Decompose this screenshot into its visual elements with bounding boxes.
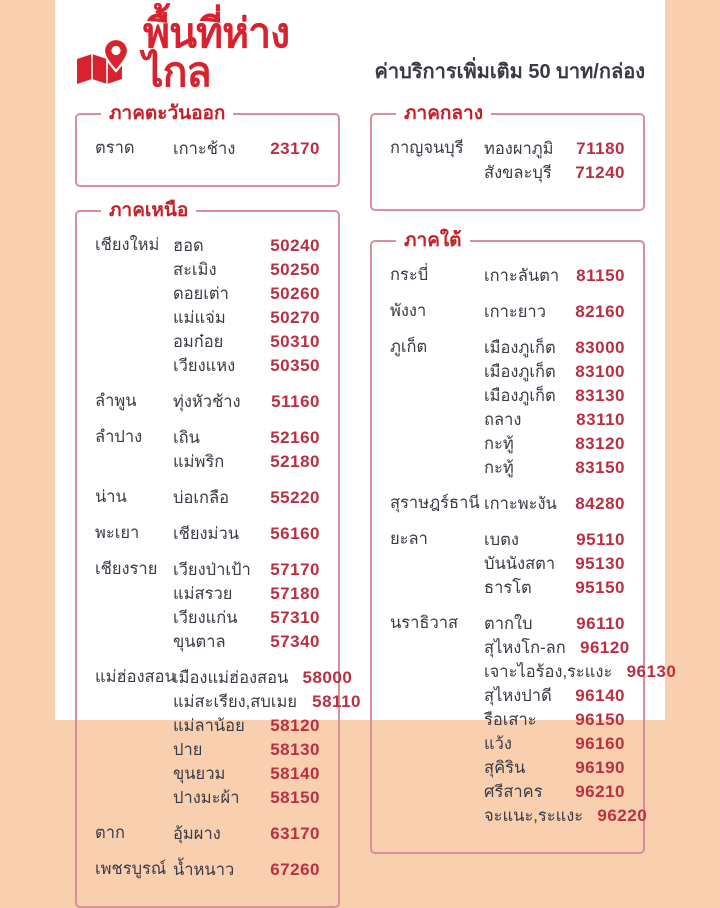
district-rows bbox=[173, 486, 320, 510]
district-name: เวียงแก่น bbox=[173, 608, 238, 627]
district-name: เกาะยาว bbox=[484, 302, 546, 321]
district-row bbox=[173, 822, 320, 846]
province-name: พังงา bbox=[390, 301, 427, 320]
district-row bbox=[484, 161, 625, 185]
postal-code: 95150 bbox=[575, 577, 625, 597]
district-row bbox=[484, 300, 625, 324]
district-name: สุไหงโก-ลก bbox=[484, 638, 566, 657]
province-name: นราธิวาส bbox=[390, 613, 459, 632]
district-row bbox=[484, 684, 625, 708]
postal-code: 96120 bbox=[579, 637, 630, 657]
district-name: ขุนตาล bbox=[173, 632, 226, 651]
district-row bbox=[484, 137, 625, 161]
district-row bbox=[484, 780, 625, 804]
district-rows bbox=[173, 522, 320, 546]
province-group bbox=[390, 492, 625, 516]
district-row bbox=[484, 732, 625, 756]
district-row bbox=[173, 738, 320, 762]
postal-code: 83130 bbox=[575, 385, 625, 405]
district-name: เกาะช้าง bbox=[173, 139, 236, 158]
district-row bbox=[173, 282, 320, 306]
district-name: สะเมิง bbox=[173, 260, 217, 279]
region-columns bbox=[75, 102, 677, 879]
district-row bbox=[484, 264, 625, 288]
district-row bbox=[173, 558, 320, 582]
district-name: เกาะลันตา bbox=[484, 266, 560, 285]
province-name: แม่ฮ่องสอน bbox=[95, 667, 176, 686]
district-name: สังขละบุรี bbox=[484, 163, 552, 182]
district-row bbox=[173, 666, 353, 690]
district-row bbox=[173, 426, 320, 450]
district-name: ดอยเต่า bbox=[173, 284, 229, 303]
district-name: บ่อเกลือ bbox=[173, 488, 230, 507]
district-row bbox=[484, 384, 625, 408]
postal-code: 51160 bbox=[271, 391, 320, 411]
district-name: เมืองภูเก็ต bbox=[484, 362, 556, 381]
district-rows bbox=[484, 300, 625, 324]
district-name: ทองผาภูมิ bbox=[484, 139, 554, 158]
district-name: เชียงม่วน bbox=[173, 524, 239, 543]
page-title: พื้นที่ห่างไกล bbox=[143, 10, 290, 95]
district-name: ศรีสาคร bbox=[484, 782, 543, 801]
district-row bbox=[484, 408, 625, 432]
district-name: ปางมะผ้า bbox=[173, 788, 240, 807]
district-row bbox=[173, 234, 320, 258]
district-row bbox=[484, 756, 625, 780]
postal-code: 52160 bbox=[270, 427, 320, 447]
province-group bbox=[390, 528, 625, 600]
postal-code: 83110 bbox=[576, 409, 625, 429]
district-row bbox=[173, 258, 320, 282]
district-row bbox=[484, 660, 677, 684]
district-row bbox=[484, 552, 625, 576]
province-name: ยะลา bbox=[390, 529, 428, 548]
district-name: เบตง bbox=[484, 530, 519, 549]
province-name: ตาก bbox=[95, 823, 125, 842]
district-rows bbox=[173, 234, 320, 378]
district-name: แม่ลาน้อย bbox=[173, 716, 245, 735]
postal-code: 50240 bbox=[270, 235, 320, 255]
postal-code: 71240 bbox=[575, 162, 625, 182]
district-rows bbox=[484, 492, 625, 516]
province-name: เพชรบูรณ์ bbox=[95, 859, 167, 878]
province-group bbox=[390, 137, 625, 185]
left-column bbox=[75, 102, 361, 879]
district-row bbox=[173, 390, 320, 414]
district-name: อุ้มผาง bbox=[173, 824, 221, 843]
district-rows bbox=[173, 858, 320, 882]
district-rows bbox=[173, 666, 361, 810]
district-name: แม่พริก bbox=[173, 452, 225, 471]
district-name: เกาะพะงัน bbox=[484, 494, 557, 513]
province-group bbox=[95, 390, 320, 414]
postal-code: 96160 bbox=[575, 733, 625, 753]
district-row bbox=[173, 630, 320, 654]
postal-code: 56160 bbox=[270, 523, 320, 543]
district-name: แว้ง bbox=[484, 734, 512, 753]
district-rows bbox=[173, 426, 320, 474]
map-pin-icon bbox=[75, 38, 133, 92]
region-title: ภาคตะวันออก bbox=[109, 102, 226, 124]
district-name: เมืองภูเก็ต bbox=[484, 338, 556, 357]
district-row bbox=[484, 360, 625, 384]
district-rows bbox=[484, 137, 625, 185]
postal-code: 58120 bbox=[270, 715, 320, 735]
province-name: กาญจนบุรี bbox=[390, 138, 464, 157]
postal-code: 95110 bbox=[576, 529, 625, 549]
postal-code: 50250 bbox=[270, 259, 320, 279]
province-group bbox=[95, 822, 320, 846]
page-header bbox=[75, 12, 645, 104]
district-row bbox=[484, 576, 625, 600]
province-group bbox=[95, 558, 320, 654]
district-row bbox=[484, 432, 625, 456]
province-name: ลำปาง bbox=[95, 427, 143, 446]
district-name: เวียงป่าเป้า bbox=[173, 560, 251, 579]
postal-code: 96220 bbox=[597, 805, 648, 825]
postal-code: 96150 bbox=[575, 709, 625, 729]
postal-code: 57170 bbox=[270, 559, 320, 579]
postal-code: 23170 bbox=[270, 138, 320, 158]
district-name: แม่แจ่ม bbox=[173, 308, 226, 327]
postal-code: 63170 bbox=[270, 823, 320, 843]
postal-code: 50270 bbox=[270, 307, 320, 327]
district-row bbox=[173, 522, 320, 546]
postal-code: 83120 bbox=[575, 433, 625, 453]
district-name: สุไหงปาดี bbox=[484, 686, 552, 705]
postal-code: 96210 bbox=[575, 781, 625, 801]
postal-code: 58140 bbox=[270, 763, 320, 783]
province-group bbox=[95, 486, 320, 510]
district-name: ทุ่งหัวช้าง bbox=[173, 392, 241, 411]
district-name: แม่สะเรียง,สบเมย bbox=[173, 692, 297, 711]
postal-code: 96110 bbox=[576, 613, 625, 633]
province-name: เชียงใหม่ bbox=[95, 235, 160, 254]
district-name: อมก๋อย bbox=[173, 332, 224, 351]
district-row bbox=[173, 330, 320, 354]
postal-code: 50350 bbox=[270, 355, 320, 375]
district-row bbox=[173, 486, 320, 510]
district-row bbox=[173, 606, 320, 630]
district-row bbox=[484, 456, 625, 480]
district-row bbox=[484, 804, 648, 828]
content-sheet bbox=[55, 0, 677, 879]
province-group bbox=[390, 336, 625, 480]
district-rows bbox=[173, 390, 320, 414]
district-name: ถลาง bbox=[484, 410, 522, 429]
postal-code: 95130 bbox=[575, 553, 625, 573]
region-box-central bbox=[370, 104, 645, 211]
district-row bbox=[484, 636, 630, 660]
province-name: ภูเก็ต bbox=[390, 337, 428, 356]
province-group bbox=[95, 666, 361, 810]
district-rows bbox=[173, 822, 320, 846]
postal-code: 57310 bbox=[270, 607, 320, 627]
district-name: จะแนะ,ระแงะ bbox=[484, 806, 584, 825]
district-name: ปาย bbox=[173, 740, 203, 759]
district-row bbox=[173, 582, 320, 606]
district-name: เถิน bbox=[173, 428, 200, 447]
province-group bbox=[95, 426, 320, 474]
province-group bbox=[95, 522, 320, 546]
postal-code: 50310 bbox=[270, 331, 320, 351]
district-row bbox=[173, 450, 320, 474]
province-name: สุราษฎร์ธานี bbox=[390, 493, 480, 512]
postal-code: 84280 bbox=[575, 493, 625, 513]
district-rows bbox=[484, 336, 625, 480]
postal-code: 83100 bbox=[575, 361, 625, 381]
district-name: ธารโต bbox=[484, 578, 532, 597]
district-name: เมืองภูเก็ต bbox=[484, 386, 556, 405]
district-row bbox=[173, 858, 320, 882]
district-name: น้ำหนาว bbox=[173, 860, 235, 879]
postal-code: 58000 bbox=[302, 667, 353, 687]
district-row bbox=[484, 336, 625, 360]
postal-code: 81150 bbox=[576, 265, 625, 285]
district-rows bbox=[484, 528, 625, 600]
region-box-south bbox=[370, 229, 677, 854]
district-name: สุคิริน bbox=[484, 758, 526, 777]
postal-code: 67260 bbox=[270, 859, 320, 879]
postal-code: 83150 bbox=[575, 457, 625, 477]
province-group bbox=[95, 858, 320, 882]
district-row bbox=[173, 714, 320, 738]
province-name: ลำพูน bbox=[95, 391, 137, 410]
district-name: รือเสาะ bbox=[484, 710, 537, 729]
postal-code: 58110 bbox=[312, 691, 361, 711]
district-rows bbox=[173, 558, 320, 654]
province-name: พะเยา bbox=[95, 523, 140, 542]
right-column bbox=[370, 102, 677, 825]
province-group bbox=[95, 234, 320, 378]
postal-code: 96140 bbox=[575, 685, 625, 705]
province-group bbox=[95, 137, 320, 161]
region-box-north bbox=[75, 199, 361, 908]
district-name: กะทู้ bbox=[484, 458, 514, 477]
postal-code: 57340 bbox=[270, 631, 320, 651]
region-title: ภาคเหนือ bbox=[109, 199, 189, 221]
postal-code: 83000 bbox=[575, 337, 625, 357]
province-name: เชียงราย bbox=[95, 559, 158, 578]
postal-code: 82160 bbox=[575, 301, 625, 321]
postal-code: 96190 bbox=[575, 757, 625, 777]
district-name: กะทู้ bbox=[484, 434, 514, 453]
province-group bbox=[390, 264, 625, 288]
district-row bbox=[484, 528, 625, 552]
district-name: บันนังสตา bbox=[484, 554, 556, 573]
region-title: ภาคกลาง bbox=[404, 102, 483, 124]
district-name: ตากใบ bbox=[484, 614, 533, 633]
region-title: ภาคใต้ bbox=[404, 229, 462, 251]
postal-code: 58150 bbox=[270, 787, 320, 807]
page-subtitle: ค่าบริการเพิ่มเติม 50 บาท/กล่อง bbox=[374, 60, 645, 83]
district-row bbox=[173, 137, 320, 161]
district-row bbox=[173, 762, 320, 786]
district-name: เจาะไอร้อง,ระแงะ bbox=[484, 662, 613, 681]
province-group bbox=[390, 300, 625, 324]
district-row bbox=[173, 354, 320, 378]
district-row bbox=[484, 612, 625, 636]
district-name: ฮอด bbox=[173, 236, 204, 255]
postal-code: 52180 bbox=[270, 451, 320, 471]
district-row bbox=[173, 690, 361, 714]
district-row bbox=[173, 306, 320, 330]
postal-code: 71180 bbox=[576, 138, 625, 158]
district-row bbox=[484, 492, 625, 516]
district-row bbox=[173, 786, 320, 810]
postal-code: 58130 bbox=[270, 739, 320, 759]
district-name: เมืองแม่ฮ่องสอน bbox=[173, 668, 289, 687]
district-rows bbox=[484, 264, 625, 288]
province-name: กระบี่ bbox=[390, 265, 429, 284]
district-rows bbox=[173, 137, 320, 161]
province-name: ตราด bbox=[95, 138, 135, 157]
region-box-east bbox=[75, 104, 340, 187]
district-name: ขุนยวม bbox=[173, 764, 226, 783]
district-name: แม่สรวย bbox=[173, 584, 233, 603]
postal-code: 57180 bbox=[270, 583, 320, 603]
postal-code: 50260 bbox=[270, 283, 320, 303]
province-name: น่าน bbox=[95, 487, 127, 506]
district-name: เวียงแหง bbox=[173, 356, 236, 375]
postal-code: 96130 bbox=[626, 661, 677, 681]
postal-code: 55220 bbox=[270, 487, 320, 507]
